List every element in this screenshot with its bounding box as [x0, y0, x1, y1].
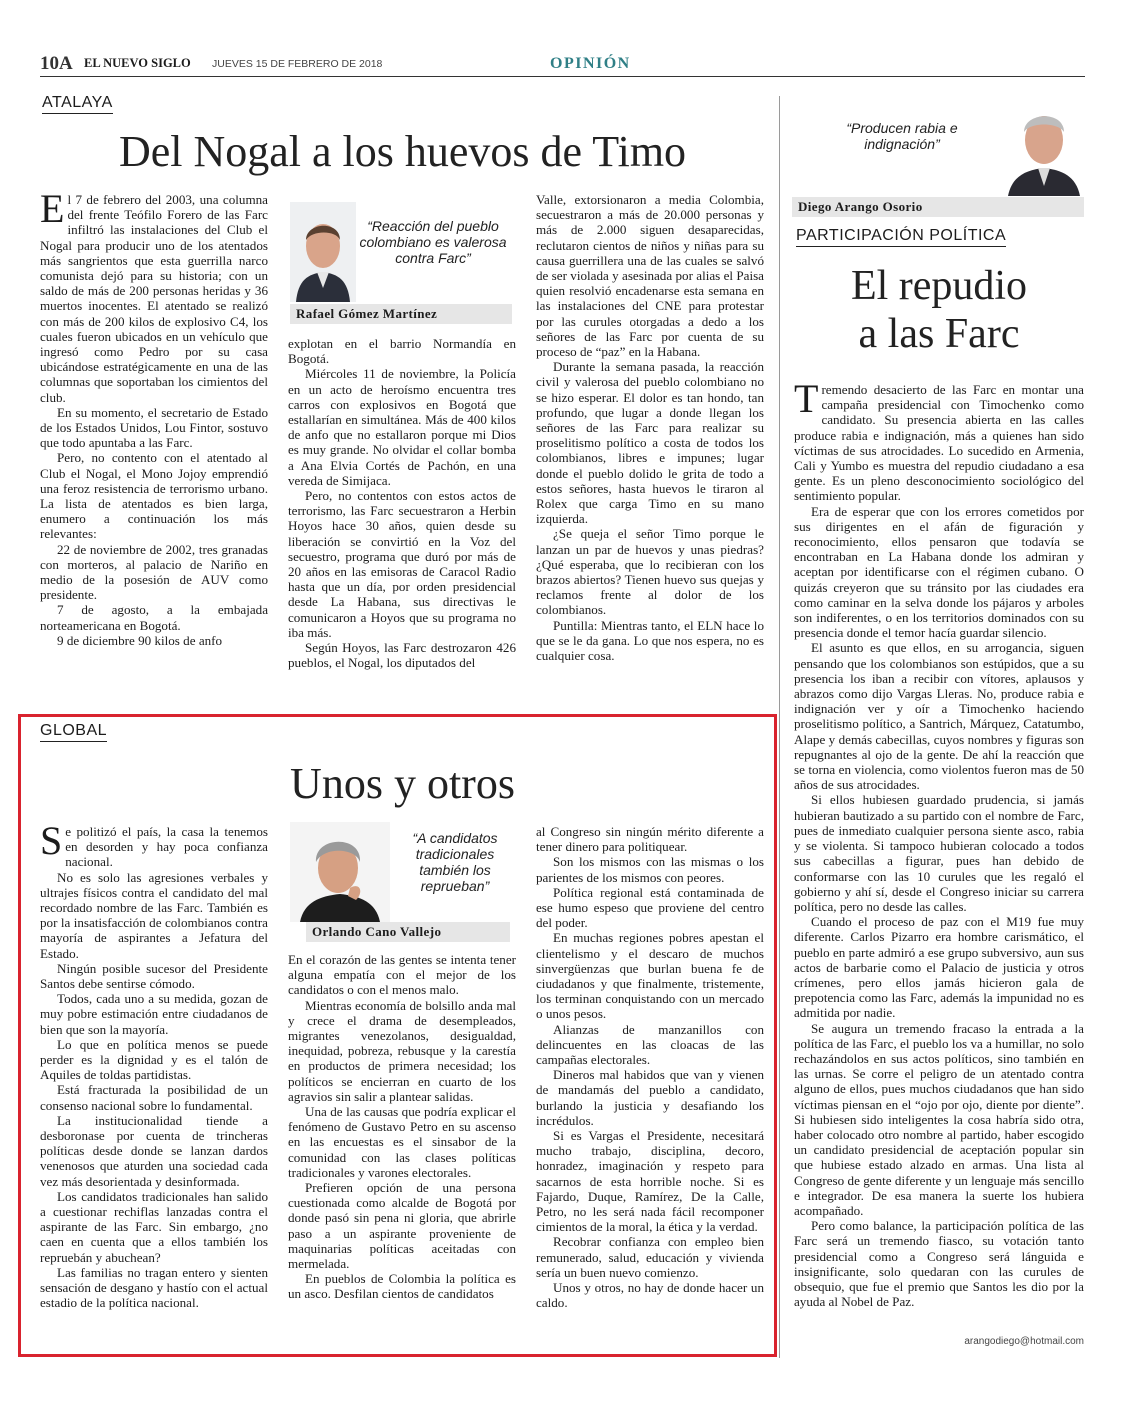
paragraph: Si ellos hubiesen guardado prudencia, si jamás hubieran bautizado a su partido con el nombre de Farc, pues de inmediato cualquier persona siente asco, rabia y se violenta. Si tampoco hubieran colocado a todos sus cabecillas a figurar, pues han debido de conformarse con las 10 curules que les regaló el gobierno y ahí sí, desde el Congreso iniciar su carrera política, pero no desde las calles. — [794, 792, 1084, 914]
author-portrait-icon — [290, 822, 390, 922]
global-column-3 — [536, 824, 764, 1346]
paragraph: La institucionalidad tiende a desboronase por cuenta de trincheras políticas desde donde se lanzan dardos venenosos que aturden una sociedad cada vez más desorientada y desinformada. — [40, 1112, 268, 1189]
paragraph: Era de esperar que con los errores cometidos por sus dirigentes en el afán de figuración y reconocimiento, ellos pensaron que todavía se encontraban en La Habana donde los admiran y aceptan por identificarse con el régimen cubano. O quizás creyeron que su tránsito por las ciudades era como caminar en la selva donde los pájaros y arboles son indiferentes, o en los territorios dominados con su presencia donde el temor hacía guardar silencio. — [794, 503, 1084, 641]
paragraph: En el corazón de las gentes se intenta tener alguna empatía con el mejor de los candidatos o con el menos malo. — [288, 952, 516, 998]
column-divider — [779, 96, 780, 1358]
dropcap: T — [794, 382, 819, 421]
headline-line: El repudio — [850, 263, 1028, 309]
paragraph: Pero, no contento con el atentado al Club el Nogal, el Mono Jojoy emprendió una feroz resistencia de terrorismo urbano. La lista de atentados es bien larga, enumero a continuación los más relevantes: — [40, 450, 268, 542]
pull-quote-atalaya: “Reacción del pueblo colombiano es valerosa contra Farc” — [359, 218, 507, 266]
paragraph: Pero como balance, la participación política de las Farc será un tremendo fiasco, su votación tanto presidencial como a Congreso será lánguida e insignificante, solo quedaran con las curules de obsequio, que fue el premio que Santos les dio por la ayuda al Nobel de Paz. — [794, 1218, 1084, 1310]
author-portrait-icon — [1002, 96, 1086, 196]
global-column-2 — [288, 952, 516, 1346]
paragraph: Política regional está contaminada de ese humo espeso que proviene del centro del poder. — [536, 884, 764, 931]
paragraph: Según Hoyos, las Farc destrozaron 426 pueblos, el Nogal, los diputados del — [288, 640, 516, 671]
section-tag-atalaya: ATALAYA — [42, 94, 113, 114]
paragraph: En pueblos de Colombia la política es un asco. Desfilan cientos de candidatos — [288, 1271, 516, 1302]
paragraph: Lo que en política menos se puede perder es la dignidad y es el talón de Aquiles de toldas partidistas. — [40, 1036, 268, 1083]
author-byline-global: Orlando Cano Vallejo — [306, 922, 510, 942]
paragraph: Mientras economía de bolsillo anda mal y crece el drama de desempleados, migrantes venezolanos, desigualdad, inequidad, pobreza, rebusque y la carestía en productos de primera necesidad; los políticos se encierran en cuarto de los agravios sin salir a plantear salidas. — [288, 997, 516, 1104]
paragraph: Recobrar confianza con empleo bien remunerado, salud, educación y vivienda sería un buen nuevo comienzo. — [536, 1234, 764, 1280]
author-photo — [1002, 96, 1086, 196]
paragraph: Una de las causas que podría explicar el fenómeno de Gustavo Petro en su ascenso en las encuestas es el sinsabor de la comunidad con las clases políticas tradicionales y varones electorales. — [288, 1104, 516, 1180]
pull-quote-global: “A candidatos tradicionales también los reprueban” — [412, 830, 498, 894]
paragraph: l 7 de febrero del 2003, una columna del frente Teófilo Forero de las Farc infiltró las instalaciones del Club el Nogal para producir uno de los atentados más sangrientos que esta guerrilla narco comunista dejó para su historia; con un saldo de más de 200 personas heridas y 36 muertos inocentes. El atentado se realizó con más de 200 kilos de explosivo C4, los cuales fueron ubicados en un vehículo que ingresó como Pedro por su casa ubicándose estratégicamente en una de las columnas que soportaban los cimientos del club. — [40, 192, 268, 405]
masthead — [40, 52, 1085, 77]
section-tag-global: GLOBAL — [40, 722, 107, 742]
paragraph: Todos, cada uno a su medida, gozan de muy pobre estimación entre ciudadanos de bien que son la mayoría. — [40, 991, 268, 1037]
paragraph: 7 de agosto, a la embajada norteamericana en Bogotá. — [40, 602, 268, 633]
atalaya-column-3 — [536, 192, 764, 692]
headline-line: a las Farc — [858, 311, 1020, 357]
paragraph: En muchas regiones pobres apestan el clientelismo y el descaro de muchos sinvergüenzas que burlan buena fe de ciudadanos y que finalmente, tristemente, los terminan conquistando con un mercado o unos pesos. — [536, 930, 764, 1022]
paragraph: Ningún posible sucesor del Presidente Santos debe sentirse cómodo. — [40, 960, 268, 992]
atalaya-column-1 — [40, 192, 268, 692]
paragraph: Cuando el proceso de paz con el M19 fue muy diferente. Carlos Pizarro era hombre carismático, el pueblo en parte admiró a ese grupo subversivo, aun sus actos de barbarie como el Palacio de justicia y otros crímenes, pero ellos jamás hicieron gala de prepotencia como las Farc, además la impunidad no es admitida por nadie. — [794, 914, 1084, 1021]
paragraph: Los candidatos tradicionales han salido a cuestionar rechiflas lanzadas contra el aspirante de las Farc. Sin embargo, ¿no caen en cuenta que a ellos también los repruebán y abuchean? — [40, 1188, 268, 1265]
paragraph: En su momento, el secretario de Estado de los Estados Unidos, Lou Fintor, sostuvo que todo apuntaba a las Farc. — [40, 404, 268, 451]
paragraph: Durante la semana pasada, la reacción civil y valerosa del pueblo colombiano no se hizo esperar. El dolor es tan hondo, tan profundo, que lugar a donde llegan los señores de las Farc para realizar su proselitismo político a costa de todos los colombianos, libres e impunes; lugar donde el pueblo dolido le grita de todo a estos señores, hasta huevos le tiraron al Rolex que carga Timo en su mano izquierda. — [536, 359, 764, 527]
paragraph: 9 de diciembre 90 kilos de anfo — [57, 632, 223, 648]
paragraph: ¿Se queja el señor Timo porque le lanzan un par de huevos y unas piedras? ¿Qué esperaba, que lo recibieran con los brazos abiertos? Tienen huevo sus quejas y reclamos frente al dolor de los colombianos. — [536, 526, 764, 618]
paragraph: Alianzas de manzanillos con delincuentes en las cloacas de las campañas electorales. — [536, 1021, 764, 1068]
global-column-1 — [40, 824, 268, 1346]
author-email[interactable]: arangodiego@hotmail.com — [964, 1336, 1084, 1347]
paragraph: Son los mismos con las mismas o los parientes de los mismos con peores. — [536, 854, 764, 885]
author-byline-participacion: Diego Arango Osorio — [792, 197, 1084, 217]
issue-date: JUEVES 15 DE FEBRERO DE 2018 — [212, 58, 383, 70]
paragraph: Unos y otros, no hay de donde hacer un caldo. — [536, 1280, 764, 1311]
paragraph: al Congreso sin ningún mérito diferente a tener dinero para politiquear. — [536, 824, 764, 855]
author-photo — [290, 202, 356, 302]
paragraph: Pero, no contentos con estos actos de terrorismo, las Farc secuestraron a Herbin Hoyos hace 30 años, quien desde su liberación se convirtió en la Voz del secuestro, programa que duró por más de 20 años en las emisoras de Caracol Radio hasta que un día, por orden presidencial desde La Habana, sus directivas le comunicaron a Hoyos que su programa no iba más. — [288, 488, 516, 640]
section-tag-participacion: PARTICIPACIÓN POLÍTICA — [796, 227, 1006, 247]
author-photo — [290, 822, 390, 922]
dropcap: E — [40, 192, 65, 231]
paper-name: EL NUEVO SIGLO — [84, 56, 191, 70]
author-byline-atalaya: Rafael Gómez Martínez — [290, 304, 512, 324]
paragraph: explotan en el barrio Normandía en Bogotá. — [288, 336, 516, 367]
paragraph: Se augura un tremendo fracaso la entrada a la política de las Farc, el pueblo los va a humillar, no solo rechazándolos en sus actos políticos, sino también en las urnas. Se corre el peligro de un atentado contra alguno de ellos, pues muchos ciudadanos que han sido víctimas piensan en el “ojo por ojo, diente por diente”. Si hubiesen sido inteligentes la cosa habría sido otra, haber colocado otro nombre al partido, haber escogido un candidato presidencial de aceptación popular sin que hubiese estado alzado en armas. Una lista al Congreso de gente diferente y un lenguaje más sencillo e integrador. De esa manera la suerte los hubiera acompañado. — [794, 1020, 1084, 1218]
paragraph: Dineros mal habidos que van y vienen de mandamás del pueblo a candidato, burlando la justicia y desafiando los incrédulos. — [536, 1067, 764, 1128]
paragraph: Está fracturada la posibilidad de un consenso nacional sobre lo fundamental. — [40, 1082, 268, 1113]
paragraph: No es solo las agresiones verbales y ultrajes físicos contra el candidato del mal recordado nombre de las Farc. También es por la insatisfacción de colombianos contra mayoría de aspirantes a Jefatura del Estado. — [40, 869, 268, 961]
paragraph: e politizó el país, la casa la tenemos en desorden y hay poca confianza nacional. — [65, 824, 268, 870]
paragraph: 22 de noviembre de 2002, tres granadas con morteros, al palacio de Nariño en medio de la posesión de AUV como presidente. — [40, 541, 268, 603]
participacion-body — [794, 382, 1084, 1332]
headline-global: Unos y otros — [290, 759, 515, 808]
dropcap: S — [40, 824, 63, 863]
page-number: 10A — [40, 53, 73, 74]
author-portrait-icon — [290, 202, 356, 302]
paragraph: Las familias no tragan entero y sienten sensación de desgano y hastío con el actual estadio de la política nacional. — [40, 1264, 268, 1311]
paragraph: Valle, extorsionaron a media Colombia, secuestraron a más de 20.000 personas y más de 2.000 siguen desaparecidas, reclutaron cientos de niños y niñas para su causa guerrillera una de las cuales se salvó de ser violada y asesinada por alias el Paisa quien resolvió encadenarse esta semana en las instalaciones del CNE para protestar por las curules otorgadas a dedo a los señores de las Farc por cuenta de su proceso de “paz” en la Habana. — [536, 192, 764, 360]
paragraph: Puntilla: Mientras tanto, el ELN hace lo que se le da gana. Lo que nos espera, no es cualquier cosa. — [536, 617, 764, 664]
atalaya-column-2 — [288, 336, 516, 692]
paragraph: El asunto es que ellos, en su arrogancia, siguen pensando que los colombianos son estúpidos, que a su presencia los iban a recibir con vítores, aplausos y abrazos como dijo Vargas Lleras. No, produce rabia e indignación ver y oír a Timochenko haciendo proselitismo político, a Santrich, Márquez, Catatumbo, Alape y demás cabecillas, cuyos nombres y figuras son repugnantes al ojo de la gente. De ahí la reacción que se torna en violencia, como violentos fueron mas de 50 años de sus atrocidades. — [794, 640, 1084, 793]
pull-quote-participacion: “Producen rabia e indignación” — [846, 120, 958, 152]
paragraph: remendo desacierto de las Farc en montar una campaña presidencial con Timochenko como candidato. Su presencia abierta en las calles produce rabia e indignación, más a quienes han sido víctimas de sus atrocidades. Lo sucedido en Armenia, Cali y Yumbo es muestra del repudio ciudadano a esa gente. Es un pleno desconocimiento sociológico del sentimiento popular. — [794, 382, 1084, 504]
section-title: OPINIÓN — [550, 55, 631, 72]
paragraph: Si es Vargas el Presidente, necesitará mucho trabajo, disciplina, decoro, honradez, imaginación y respeto para sacarnos de esta horrible noche. Si es Fajardo, Duque, Ramírez, De la Calle, Petro, no les será nada fácil recomponer cimientos de la moral, la ética y la verdad. — [536, 1128, 764, 1235]
paragraph: Prefieren opción de una persona cuestionada como alcalde de Bogotá por donde pasó sin pena ni gloria, que abrirle paso a un aspirante proveniente de maquinarias políticas aceitadas con mermelada. — [288, 1180, 516, 1272]
paragraph: Miércoles 11 de noviembre, la Policía en un acto de heroísmo encuentra tres carros con explosivos en Bogotá que estallarían en simultánea. Más de 400 kilos de anfo que no estallaron porque mi Dios es muy grande. No olvidar el collar bomba a Ana Elvia Cortés de Pachón, en una vereda de Simijaca. — [288, 366, 516, 488]
headline-atalaya: Del Nogal a los huevos de Timo — [118, 127, 687, 176]
headline-participacion — [794, 262, 1084, 358]
